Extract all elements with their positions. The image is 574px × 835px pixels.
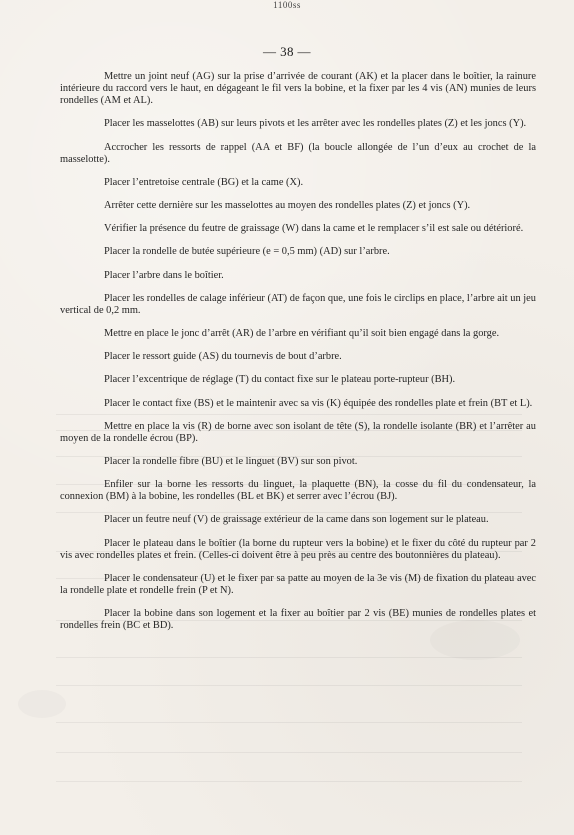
running-head: 1100ss (273, 0, 301, 10)
paper-stain (18, 690, 66, 718)
paragraph: Placer la rondelle fibre (BU) et le linguet (BV) sur son pivot. (104, 455, 358, 467)
page-number: — 38 — (263, 44, 311, 59)
paragraph: Vérifier la présence du feutre de graissage (W) dans la came et le remplacer s’il est sale ou détérioré. (104, 223, 524, 235)
paragraph: Placer la bobine dans son logement et la fixer au boîtier par 2 vis (BE) munies de rondelles plates et rondelles frein (BC et BD). (60, 608, 536, 632)
paragraph: Mettre en place le jonc d’arrêt (AR) de l’arbre en vérifiant qu’il soit bien engagé dans la gorge. (104, 328, 500, 340)
paragraph: Placer la rondelle de butée supérieure (e = 0,5 mm) (AD) sur l’arbre. (104, 246, 390, 258)
paragraph: Placer le contact fixe (BS) et le maintenir avec sa vis (K) équipée des rondelles plate et frein (BT et L). (104, 397, 533, 409)
paragraph: Placer l’entretoise centrale (BG) et la came (X). (104, 176, 304, 188)
paragraph: Arrêter cette dernière sur les masselottes au moyen des rondelles plates (Z) et joncs (Y). (104, 200, 471, 212)
paragraph: Mettre un joint neuf (AG) sur la prise d’arrivée de courant (AK) et la placer dans le boîtier, la rainure intérieure du raccord vers le haut, en dégageant le fil vers la bobine, et la fixer par les 4 vis (AN) munies de leurs rondelles (AM et AL). (60, 71, 536, 107)
body-text (60, 71, 536, 645)
paragraph: Placer le plateau dans le boîtier (la borne du rupteur vers la bobine) et le fixer du côté du rupteur par 2 vis avec rondelles plates et frein. (Celles-ci doivent être à peu près au centre des boutonnières du plateau). (60, 537, 536, 561)
paragraph: Enfiler sur la borne les ressorts du linguet, la plaquette (BN), la cosse du fil du condensateur, la connexion (BM) à la bobine, les rondelles (BL et BK) et serrer avec l’écrou (BJ). (60, 479, 536, 503)
paragraph: Placer l’excentrique de réglage (T) du contact fixe sur le plateau porte-rupteur (BH). (104, 374, 456, 386)
paragraph: Placer un feutre neuf (V) de graissage extérieur de la came dans son logement sur le plateau. (104, 514, 489, 526)
paragraph: Accrocher les ressorts de rappel (AA et BF) (la boucle allongée de l’un d’eux au crochet de la masselotte). (60, 141, 536, 165)
paragraph: Placer le condensateur (U) et le fixer par sa patte au moyen de la 3e vis (M) de fixation du plateau avec la rondelle plate et rondelle frein (P et N). (60, 572, 536, 597)
paragraph: Placer les rondelles de calage inférieur (AT) de façon que, une fois le circlips en place, l’arbre ait un jeu vertical de 0,2 mm. (60, 292, 536, 316)
paragraph: Placer l’arbre dans le boîtier. (104, 269, 224, 281)
paragraph: Placer le ressort guide (AS) du tournevis de bout d’arbre. (104, 351, 342, 363)
paragraph: Placer les masselottes (AB) sur leurs pivots et les arrêter avec les rondelles plates (Z) et les joncs (Y). (104, 118, 527, 130)
paragraph: Mettre en place la vis (R) de borne avec son isolant de tête (S), la rondelle isolante (BR) et l’arrêter au moyen de la rondelle écrou (BP). (60, 420, 536, 444)
